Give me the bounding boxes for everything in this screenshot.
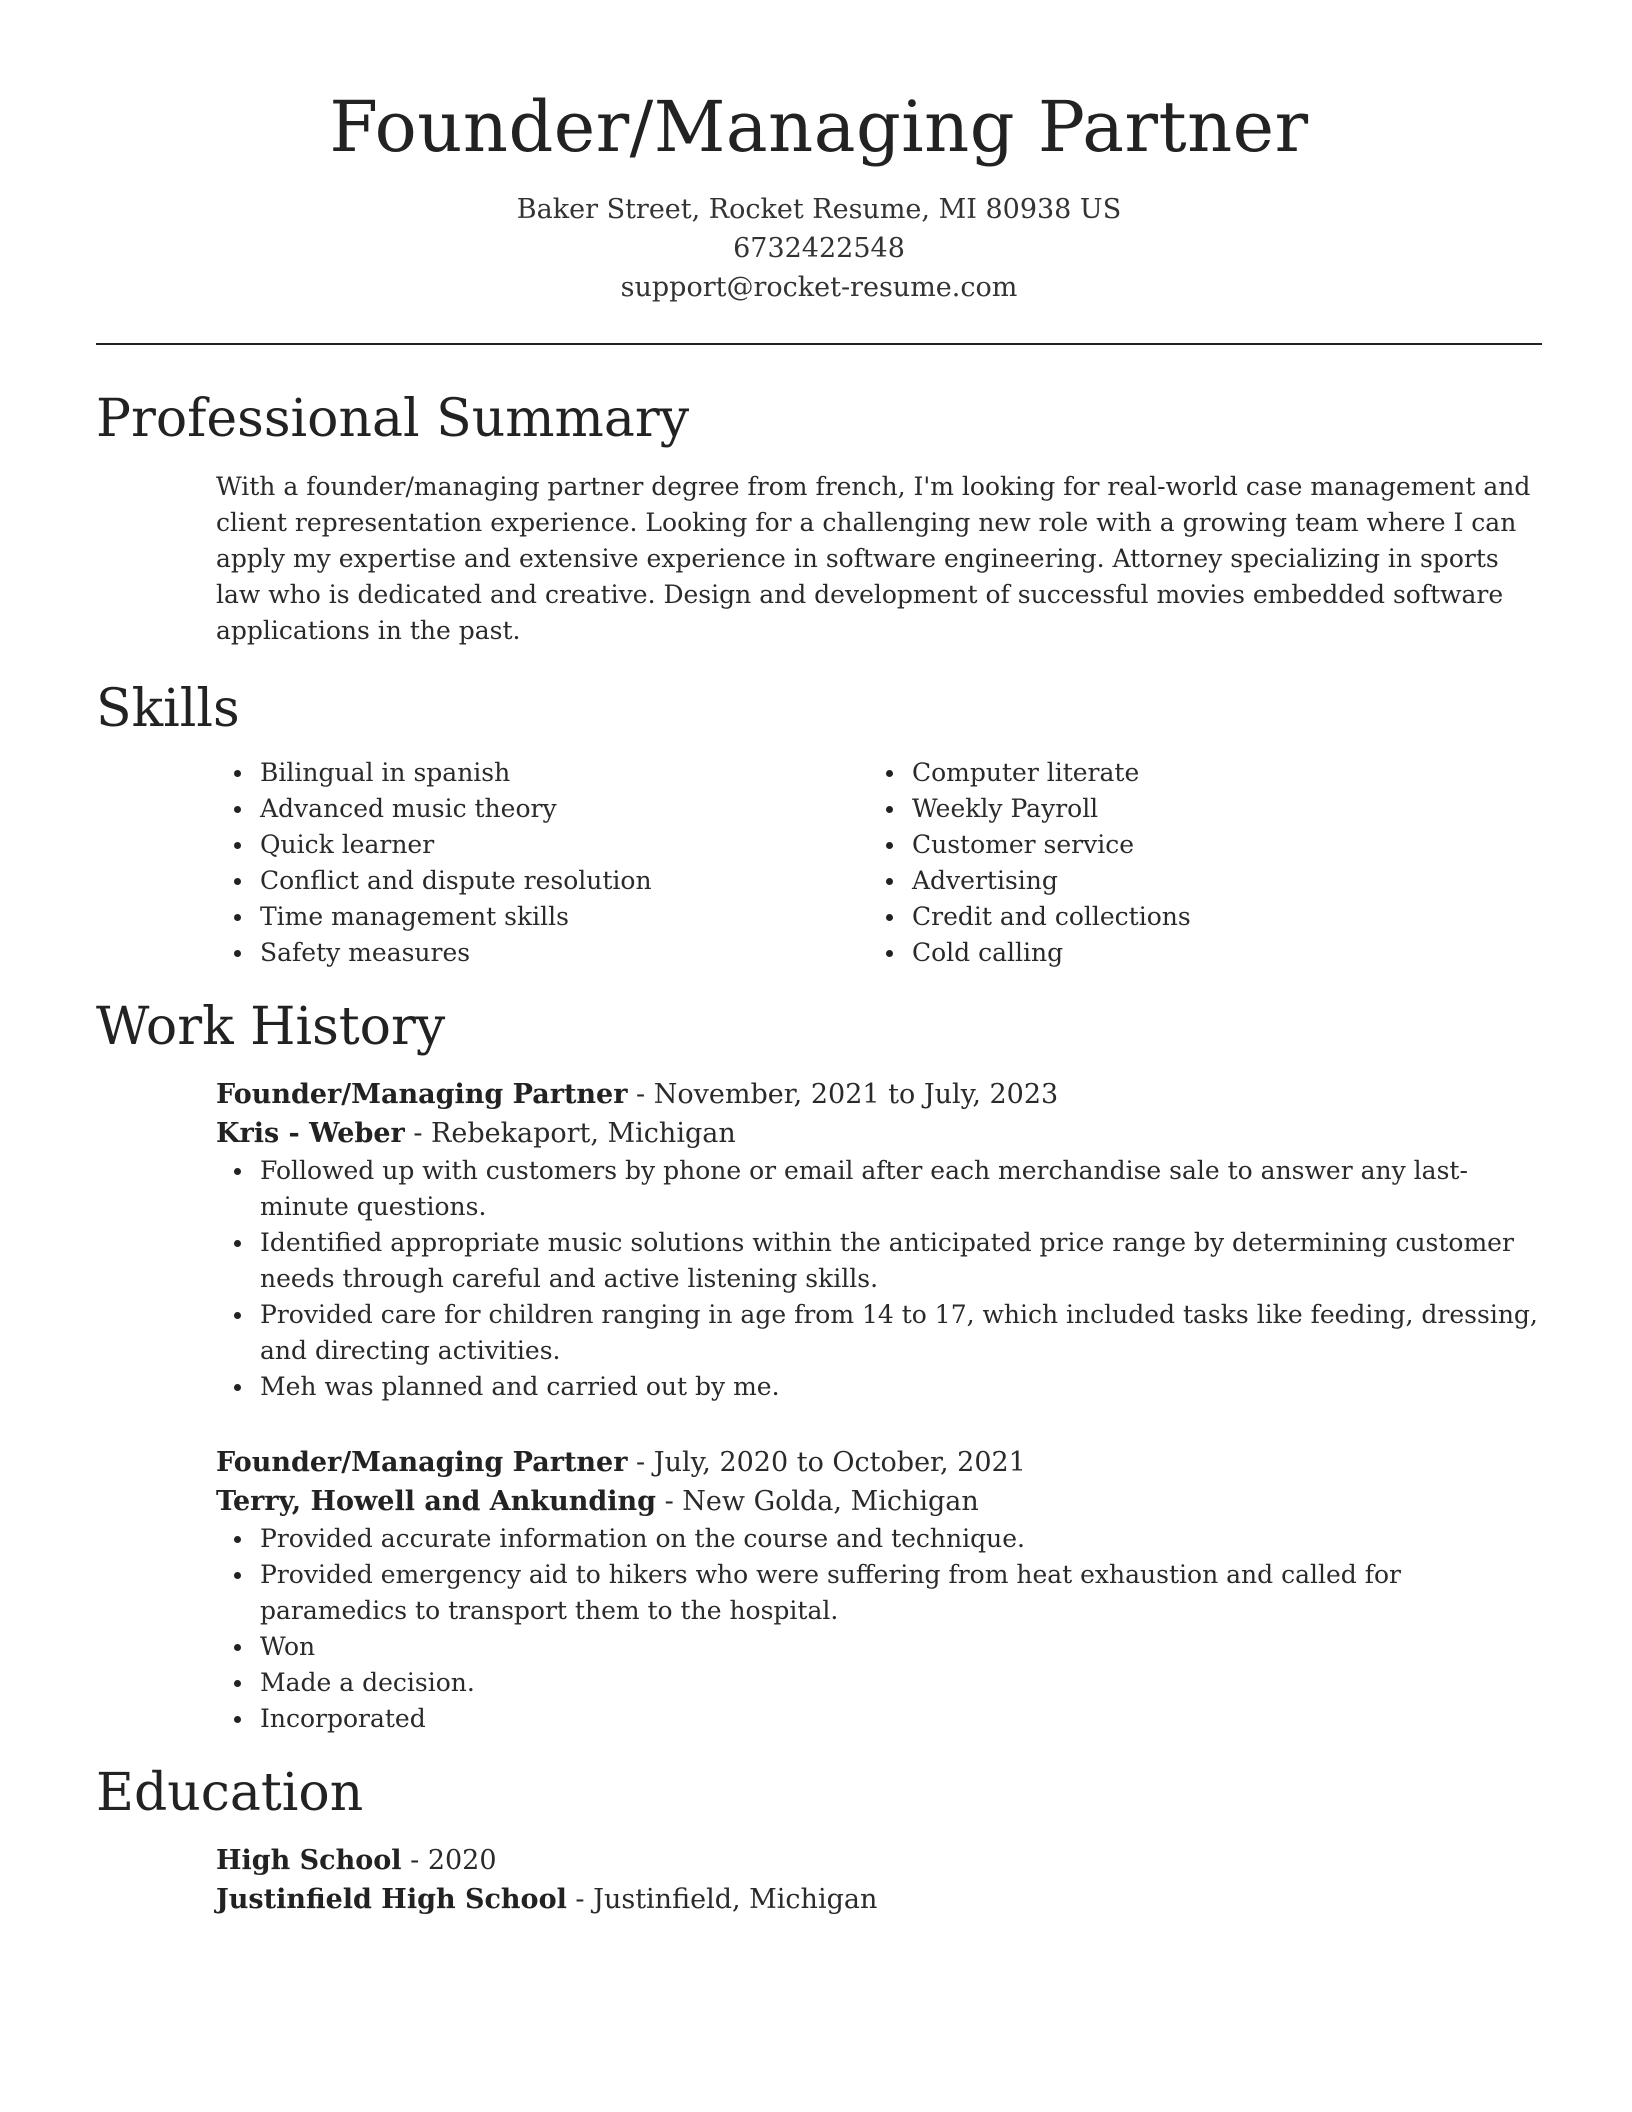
summary-section bbox=[96, 389, 1542, 649]
skills-title: Skills bbox=[96, 679, 240, 739]
skill-item: Safety measures bbox=[260, 935, 868, 971]
job-dates: - November, 2021 to July, 2023 bbox=[627, 1079, 1059, 1110]
education-entry bbox=[216, 1841, 1542, 1919]
job-role: Founder/Managing Partner bbox=[216, 1079, 628, 1110]
skill-item: Conflict and dispute resolution bbox=[260, 863, 868, 899]
job-dates: - July, 2020 to October, 2021 bbox=[627, 1447, 1026, 1478]
job-bullet: Incorporated bbox=[260, 1701, 1542, 1737]
skills-column-right bbox=[868, 755, 1520, 971]
skill-item: Time management skills bbox=[260, 899, 868, 935]
education-location: - Justinfield, Michigan bbox=[566, 1884, 878, 1915]
job-bullets bbox=[216, 1153, 1542, 1405]
skills-column-left bbox=[216, 755, 868, 971]
skill-item: Quick learner bbox=[260, 827, 868, 863]
education-section bbox=[96, 1763, 1542, 1919]
job-location: - Rebekaport, Michigan bbox=[404, 1118, 736, 1149]
skill-item: Advanced music theory bbox=[260, 791, 868, 827]
job-bullet: Provided accurate information on the course and technique. bbox=[260, 1521, 1542, 1557]
work-history-title: Work History bbox=[96, 997, 446, 1057]
job-entry bbox=[216, 1443, 1542, 1737]
contact-block bbox=[96, 190, 1542, 307]
email: support@rocket-resume.com bbox=[620, 272, 1018, 303]
job-role-line bbox=[216, 1443, 1542, 1482]
job-bullet: Meh was planned and carried out by me. bbox=[260, 1369, 1542, 1405]
resume-page bbox=[96, 0, 1542, 1919]
skills-list-right bbox=[868, 755, 1520, 971]
candidate-name: Founder/Managing Partner bbox=[329, 86, 1309, 168]
education-year: - 2020 bbox=[401, 1845, 497, 1876]
job-company-line bbox=[216, 1482, 1542, 1521]
job-bullet: Followed up with customers by phone or email after each merchandise sale to answer any last-minute questions. bbox=[260, 1153, 1542, 1225]
work-history-section bbox=[96, 997, 1542, 1737]
education-school: Justinfield High School bbox=[216, 1884, 567, 1915]
skill-item: Computer literate bbox=[912, 755, 1520, 791]
job-company-line bbox=[216, 1114, 1542, 1153]
job-location: - New Golda, Michigan bbox=[655, 1486, 979, 1517]
job-company: Terry, Howell and Ankunding bbox=[216, 1486, 656, 1517]
skills-section bbox=[96, 679, 1542, 971]
skills-list-left bbox=[216, 755, 868, 971]
skill-item: Customer service bbox=[912, 827, 1520, 863]
job-bullet: Provided emergency aid to hikers who were suffering from heat exhaustion and called for paramedics to transport them to the hospital. bbox=[260, 1557, 1542, 1629]
education-degree: High School bbox=[216, 1845, 402, 1876]
education-school-line bbox=[216, 1880, 1542, 1919]
job-role: Founder/Managing Partner bbox=[216, 1447, 628, 1478]
job-bullets bbox=[216, 1521, 1542, 1737]
summary-title: Professional Summary bbox=[96, 389, 690, 449]
skill-item: Bilingual in spanish bbox=[260, 755, 868, 791]
resume-header bbox=[96, 0, 1542, 307]
job-bullet: Won bbox=[260, 1629, 1542, 1665]
job-bullet: Provided care for children ranging in age from 14 to 17, which included tasks like feeding, dressing, and directing activities. bbox=[260, 1297, 1542, 1369]
skill-item: Credit and collections bbox=[912, 899, 1520, 935]
job-bullet: Made a decision. bbox=[260, 1665, 1542, 1701]
education-title: Education bbox=[96, 1763, 364, 1823]
job-role-line bbox=[216, 1075, 1542, 1114]
phone: 6732422548 bbox=[733, 233, 905, 264]
job-entry bbox=[216, 1075, 1542, 1405]
skill-item: Cold calling bbox=[912, 935, 1520, 971]
skill-item: Weekly Payroll bbox=[912, 791, 1520, 827]
job-company: Kris - Weber bbox=[216, 1118, 405, 1149]
header-divider bbox=[96, 343, 1542, 345]
skills-grid bbox=[216, 755, 1542, 971]
address: Baker Street, Rocket Resume, MI 80938 US bbox=[516, 194, 1122, 225]
job-bullet: Identified appropriate music solutions within the anticipated price range by determining customer needs through careful and active listening skills. bbox=[260, 1225, 1542, 1297]
skill-item: Advertising bbox=[912, 863, 1520, 899]
education-degree-line bbox=[216, 1841, 1542, 1880]
summary-text: With a founder/managing partner degree from french, I'm looking for real-world case management and client representation experience. Looking for a challenging new role with a growing team where I can apply my expertise and extensive experience in software engineering. Attorney specializing in sports law who is dedicated and creative. Design and development of successful movies embedded software applications in the past. bbox=[216, 472, 1531, 645]
